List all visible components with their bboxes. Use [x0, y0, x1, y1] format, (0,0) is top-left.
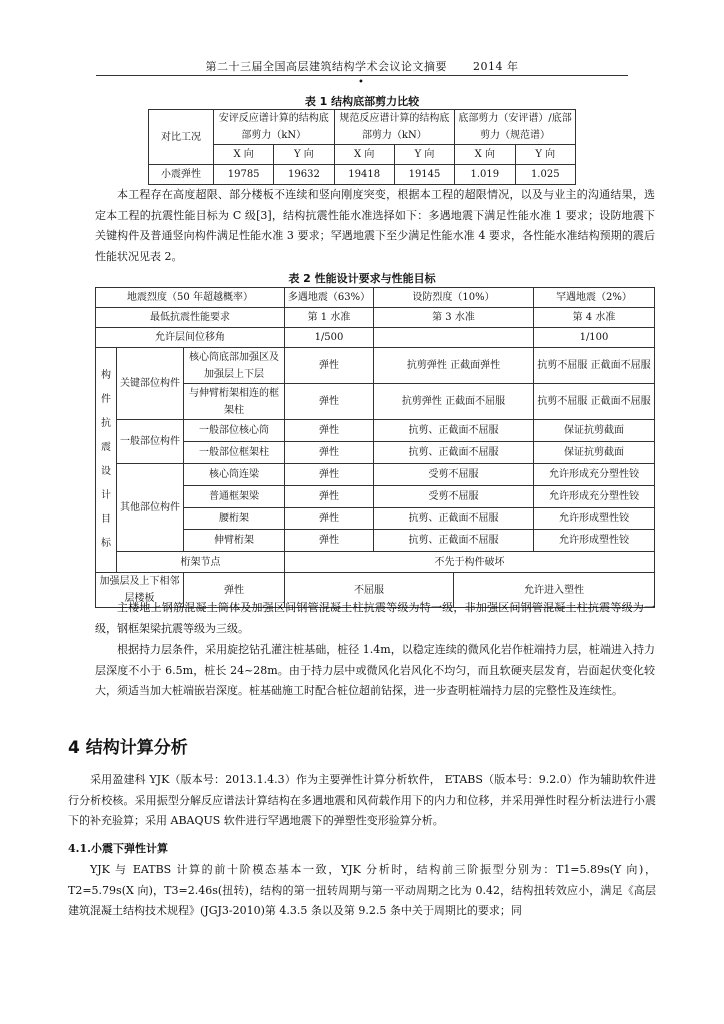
paragraph-3: 根据持力层条件，采用旋挖钻孔灌注桩基础，桩径 1.4m，以稳定连续的微风化岩作桩端持力层，桩端进入持力层深度不小于 6.5m，桩长 24~28m。由于持力层中或微风化岩风化不均匀，而且软硬夹层发育，岩面起伏变化较大，须适当加大桩端嵌岩深度。桩基础施工时配合桩位超前钻探，进一步查明桩端持力层的完整性及连续性。 — [95, 643, 655, 697]
running-header — [0, 58, 724, 74]
t1-row-label: 小震弹性 — [149, 165, 214, 185]
t2-cell: 抗剪、正截面不屈服 — [374, 530, 534, 552]
t2-cell: 弹性 — [285, 464, 374, 486]
table1 — [148, 109, 576, 185]
t2-cell: 允许形成塑性铰 — [534, 508, 655, 530]
t2-item: 核心筒连梁 — [184, 464, 285, 486]
t2-minlevel-label: 最低抗震性能要求 — [96, 308, 285, 328]
t2-item: 伸臂桁架 — [184, 530, 285, 552]
t2-cell: 弹性 — [184, 573, 285, 608]
t2-cell: 保证抗剪截面 — [534, 420, 655, 442]
t2-component-target — [96, 348, 117, 573]
t1-x: X 向 — [455, 145, 515, 165]
t1-col0: 对比工况 — [149, 110, 214, 165]
t2-h-moderate: 设防烈度（10%） — [374, 288, 534, 308]
header-title: 第二十三届全国高层建筑结构学术会议论文摘要 — [205, 60, 447, 73]
t1-y: Y 向 — [515, 145, 575, 165]
t2-cell: 抗剪不屈服 正截面不屈服 — [534, 384, 655, 420]
t2-group-general: 一般部位构件 — [117, 420, 184, 464]
t2-item: 一般部位核心筒 — [184, 420, 285, 442]
table2-caption: 表 2 性能设计要求与性能目标 — [288, 272, 436, 285]
t1-col1: 安评反应谱计算的结构底部剪力（kN） — [214, 110, 335, 145]
t2-cell: 弹性 — [285, 508, 374, 530]
t1-col2: 规范反应谱计算的结构底部剪力（kN） — [334, 110, 455, 145]
table2 — [95, 287, 655, 608]
t2-cell: 保证抗剪截面 — [534, 442, 655, 464]
t2-h-major: 罕遇地震（2%） — [534, 288, 655, 308]
table1-caption: 表 1 结构底部剪力比较 — [304, 95, 420, 108]
t2-cell: 弹性 — [285, 442, 374, 464]
paragraph-5: YJK 与 EATBS 计算的前十阶模态基本一致，YJK 分析时，结构前三阶振型分别为：T1=5.89s(Y 向)，T2=5.79s(X 向)，T3=2.46s(扭转)，结构的第一扭转周期与第一平动周期之比为 0.42，结构扭转效应小，满足《高层建筑混凝土结构技术规程》(JGJ3-2010)第 4.3.5 条以及第 9.2.5 条中关于周期比的要求；同 — [68, 863, 656, 917]
t2-cell: 1/100 — [534, 328, 655, 348]
t1-cell: 19418 — [334, 165, 394, 185]
t2-cell: 弹性 — [285, 348, 374, 384]
t2-cell: 抗剪弹性 正截面弹性 — [374, 348, 534, 384]
header-rule — [96, 75, 628, 76]
t2-item: 与伸臂桁架相连的框架柱 — [184, 384, 285, 420]
t2-h-minor: 多遇地震（63%） — [285, 288, 374, 308]
t2-slab-label: 加强层及上下相邻层楼板 — [96, 573, 184, 608]
t2-cell: 弹性 — [285, 384, 374, 420]
t2-cell: 弹性 — [285, 486, 374, 508]
t2-cell: 抗剪不屈服 正截面不屈服 — [534, 348, 655, 384]
t2-component-target-text: 构件抗震设计目标 — [101, 370, 111, 549]
t2-h-intensity: 地震烈度（50 年超越概率） — [96, 288, 285, 308]
t1-y: Y 向 — [394, 145, 454, 165]
t2-cell: 允许形成塑性铰 — [534, 530, 655, 552]
t2-cell: 第 4 水准 — [534, 308, 655, 328]
t2-item: 一般部位框架柱 — [184, 442, 285, 464]
t2-cell: 允许形成充分塑性铰 — [534, 464, 655, 486]
t1-cell: 19785 — [214, 165, 274, 185]
t2-cell: 允许进入塑性 — [454, 573, 655, 608]
t2-cell: 允许形成充分塑性铰 — [534, 486, 655, 508]
t2-truss-node-value: 不先于构件破坏 — [285, 552, 655, 573]
t2-cell: 弹性 — [285, 530, 374, 552]
paragraph-4: 采用盈建科 YJK（版本号：2013.1.4.3）作为主要弹性计算分析软件， ETABS（版本号：9.2.0）作为辅助软件进行分析校核。采用振型分解反应谱法计算结构在多遇地震和风荷载作用下的内力和位移，并采用弹性时程分析法进行小震下的补充验算；采用 ABAQUS 软件进行罕遇地震下的弹塑性变形验算分析。 — [68, 773, 656, 827]
paragraph-1: 本工程存在高度超限、部分楼板不连续和竖向刚度突变，根据本工程的超限情况，以及与业主的沟通结果，选定本工程的抗震性能目标为 C 级[3]，结构抗震性能水准选择如下：多遇地震下满足性能水准 1 要求；设防地震下关键构件及普通竖向构件满足性能水准 3 要求；罕遇地震下至少满足性能水准 4 要求，各性能水准结构预期的震后性能状况见表 2。 — [95, 188, 655, 263]
t1-cell: 19632 — [274, 165, 334, 185]
t2-cell: 弹性 — [285, 420, 374, 442]
t1-y: Y 向 — [274, 145, 334, 165]
t2-cell: 受剪不屈服 — [374, 486, 534, 508]
t1-x: X 向 — [214, 145, 274, 165]
t2-cell: 1/500 — [285, 328, 374, 348]
t2-cell: 抗剪、正截面不屈服 — [374, 442, 534, 464]
t1-x: X 向 — [334, 145, 394, 165]
t2-cell: 抗剪、正截面不屈服 — [374, 508, 534, 530]
t2-group-key: 关键部位构件 — [117, 348, 184, 420]
header-year: 2014 年 — [473, 60, 519, 73]
t1-cell: 1.025 — [515, 165, 575, 185]
t2-cell — [374, 328, 534, 348]
t2-cell: 第 3 水准 — [374, 308, 534, 328]
paragraph-2: 主楼地上钢筋混凝土筒体及加强区间钢管混凝土柱抗震等级为特一级，非加强区间钢管混凝土柱抗震等级为一级，钢框架梁抗震等级为三级。 — [95, 601, 655, 635]
header-dot: • — [358, 77, 364, 88]
t2-cell: 受剪不屈服 — [374, 464, 534, 486]
t2-group-other: 其他部位构件 — [117, 464, 184, 552]
t2-truss-node-label: 桁架节点 — [117, 552, 285, 573]
t2-drift-label: 允许层间位移角 — [96, 328, 285, 348]
t1-col3: 底部剪力（安评谱）/底部剪力（规范谱） — [455, 110, 576, 145]
t2-cell: 第 1 水准 — [285, 308, 374, 328]
t2-item: 核心筒底部加强区及加强层上下层 — [184, 348, 285, 384]
t2-cell: 抗剪、正截面不屈服 — [374, 420, 534, 442]
t1-cell: 19145 — [394, 165, 454, 185]
t2-item: 普通框架梁 — [184, 486, 285, 508]
t2-item: 腰桁架 — [184, 508, 285, 530]
section-heading-4-1: 4.1.小震下弹性计算 — [68, 842, 168, 855]
t2-cell: 不屈服 — [285, 573, 454, 608]
t2-cell: 抗剪弹性 正截面不屈服 — [374, 384, 534, 420]
t1-cell: 1.019 — [455, 165, 515, 185]
section-heading-4: 4 结构计算分析 — [68, 738, 188, 758]
